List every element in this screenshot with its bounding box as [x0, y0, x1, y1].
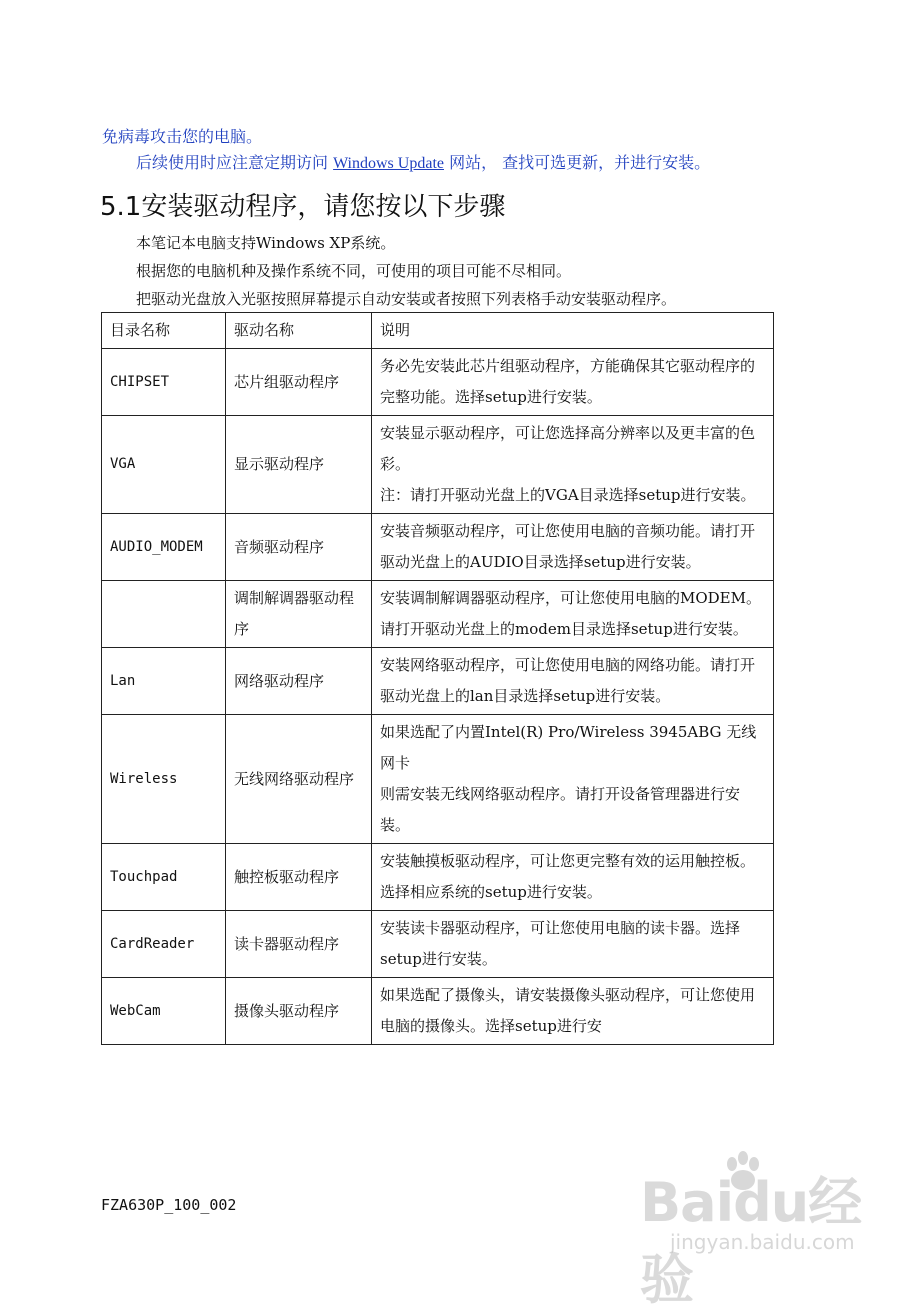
table-row	[102, 349, 774, 416]
update-note-pre: 后续使用时应注意定期访问	[136, 153, 334, 172]
section-heading: 5.1安装驱动程序，请您按以下步骤	[100, 192, 506, 222]
row-desc-part1: 安装显示驱动程序，可让您选择高分辨率以及更丰富的色彩。	[380, 424, 756, 473]
row-name: 摄像头驱动程序	[226, 978, 372, 1045]
row-name: 芯片组驱动程序	[226, 349, 372, 416]
row-dir: CHIPSET	[102, 349, 226, 416]
header-desc: 说明	[372, 313, 774, 349]
row-name: 调制解调器驱动程序	[226, 581, 372, 648]
row-desc	[372, 416, 774, 514]
row-name: 音频驱动程序	[226, 514, 372, 581]
row-desc: 务必先安装此芯片组驱动程序，方能确保其它驱动程序的完整功能。选择setup进行安装。	[372, 349, 774, 416]
intro-line-3: 把驱动光盘放入光驱按照屏幕提示自动安装或者按照下列表格手动安装驱动程序。	[136, 290, 677, 308]
row-desc: 如果选配了摄像头，请安装摄像头驱动程序，可让您使用电脑的摄像头。选择setup进行安	[372, 978, 774, 1045]
watermark-url: jingyan.baidu.com	[670, 1230, 855, 1254]
row-desc-part2: 则需安装无线网络驱动程序。请打开设备管理器进行安装。	[380, 785, 741, 834]
windows-update-link[interactable]: Windows Update	[333, 155, 444, 172]
intro-line-2: 根据您的电脑机种及操作系统不同，可使用的项目可能不尽相同。	[136, 262, 572, 280]
table-row	[102, 581, 774, 648]
row-dir	[102, 581, 226, 648]
row-desc: 安装调制解调器驱动程序，可让您使用电脑的MODEM。请打开驱动光盘上的modem目录选择setup进行安装。	[372, 581, 774, 648]
watermark-logo: Baidu经验	[640, 1171, 862, 1311]
table-row	[102, 715, 774, 844]
row-desc: 安装音频驱动程序，可让您使用电脑的音频功能。请打开驱动光盘上的AUDIO目录选择setup进行安装。	[372, 514, 774, 581]
driver-table	[101, 312, 774, 1045]
update-note	[136, 150, 710, 173]
header-dir: 目录名称	[102, 313, 226, 349]
table-row	[102, 514, 774, 581]
baidu-watermark	[640, 1150, 880, 1311]
row-desc: 安装读卡器驱动程序，可让您使用电脑的读卡器。选择setup进行安装。	[372, 911, 774, 978]
table-row	[102, 844, 774, 911]
table-row	[102, 648, 774, 715]
row-desc-part2: 注：请打开驱动光盘上的VGA目录选择setup进行安装。	[380, 486, 756, 504]
row-dir: CardReader	[102, 911, 226, 978]
table-row	[102, 978, 774, 1045]
header-name: 驱动名称	[226, 313, 372, 349]
document-code: FZA630P_100_002	[101, 1196, 237, 1214]
row-dir: Touchpad	[102, 844, 226, 911]
row-dir: AUDIO_MODEM	[102, 514, 226, 581]
continued-text: 免病毒攻击您的电脑。	[102, 127, 263, 146]
row-dir: Wireless	[102, 715, 226, 844]
row-desc: 安装网络驱动程序，可让您使用电脑的网络功能。请打开驱动光盘上的lan目录选择setup进行安装。	[372, 648, 774, 715]
row-desc: 安装触摸板驱动程序，可让您更完整有效的运用触控板。选择相应系统的setup进行安装。	[372, 844, 774, 911]
row-name: 触控板驱动程序	[226, 844, 372, 911]
row-name: 无线网络驱动程序	[226, 715, 372, 844]
row-name: 网络驱动程序	[226, 648, 372, 715]
row-desc	[372, 715, 774, 844]
row-desc-part1: 如果选配了内置Intel(R) Pro/Wireless 3945ABG 无线网卡	[380, 723, 757, 772]
row-dir: WebCam	[102, 978, 226, 1045]
table-header-row	[102, 313, 774, 349]
row-name: 读卡器驱动程序	[226, 911, 372, 978]
row-dir: Lan	[102, 648, 226, 715]
row-name: 显示驱动程序	[226, 416, 372, 514]
row-dir: VGA	[102, 416, 226, 514]
intro-line-1: 本笔记本电脑支持Windows XP系统。	[136, 234, 396, 252]
table-row	[102, 911, 774, 978]
table-row	[102, 416, 774, 514]
update-note-post: 网站， 查找可选更新，并进行安装。	[443, 153, 711, 172]
